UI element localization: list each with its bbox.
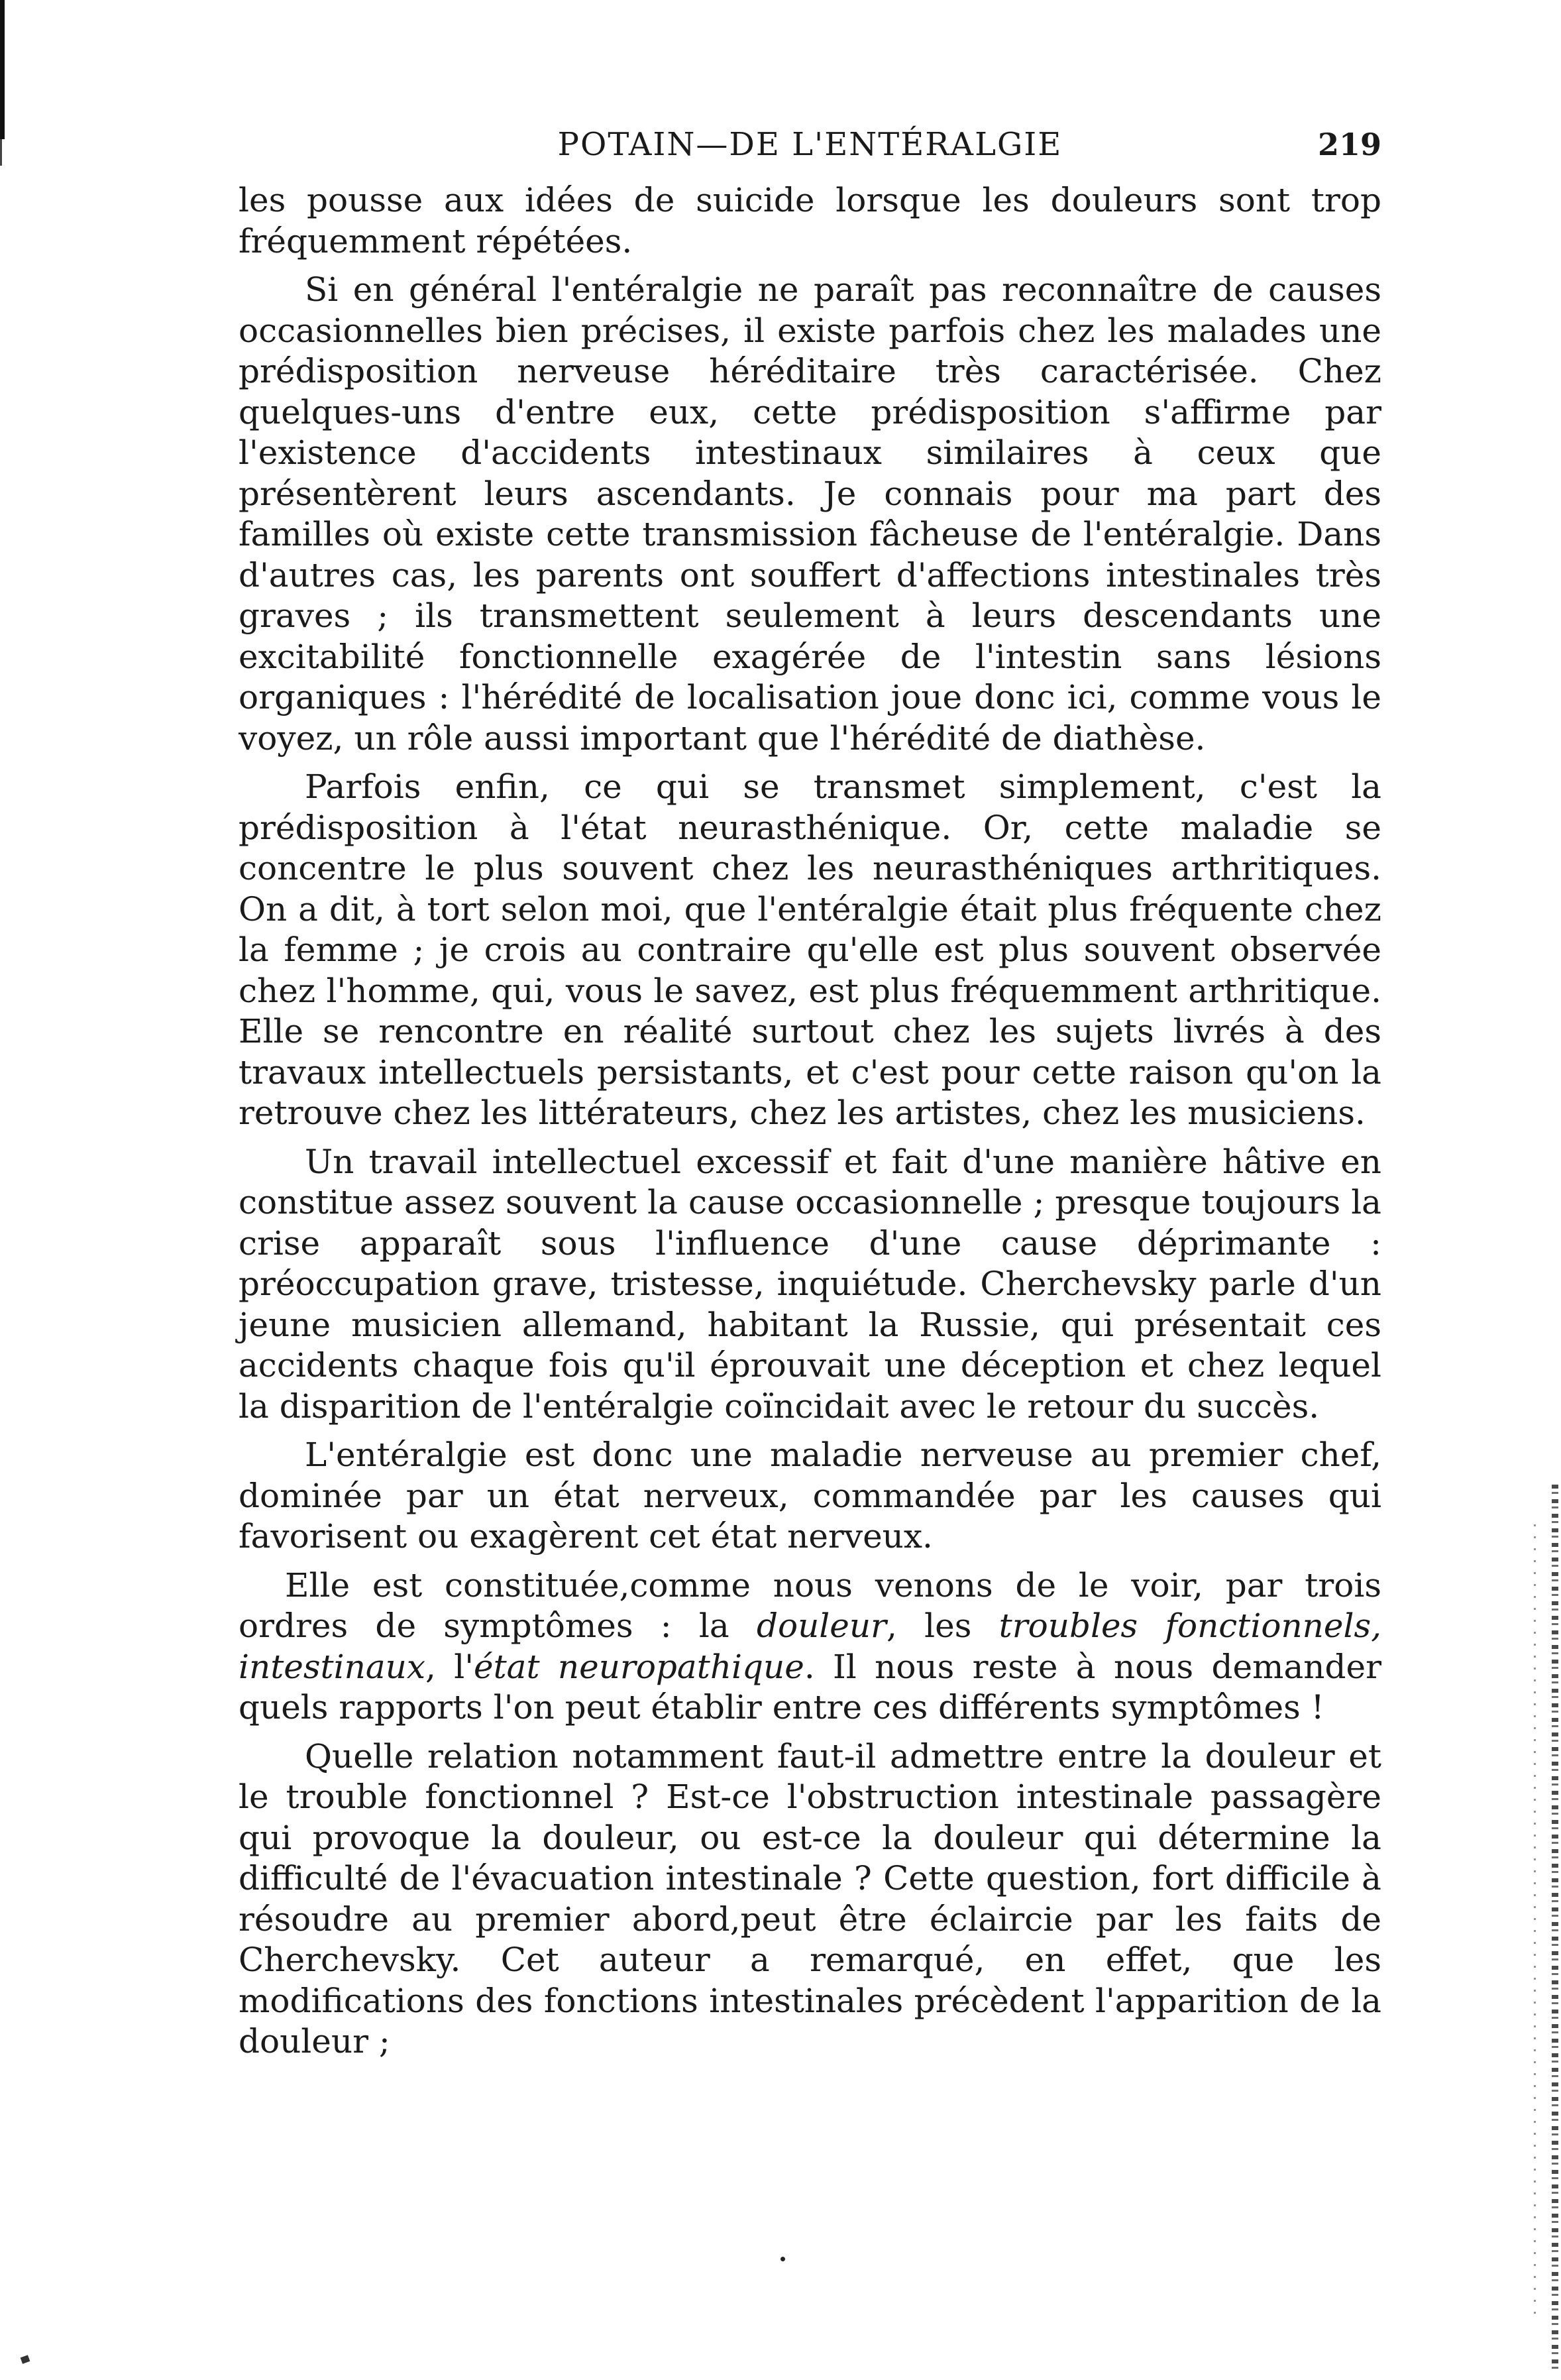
corner-speck [21,2355,30,2364]
body-text [239,180,1381,2070]
paragraph-nervous-disease: L'entéralgie est donc une maladie nerveuse au premier chef, dominée par un état nerveux, commandée par les causes qui favorisent ou exagèrent cet état nerveux. [239,1436,1381,1556]
print-speck [780,2257,785,2261]
paragraph-continuation: les pousse aux idées de suicide lorsque les douleurs sont trop fréquemment répétées. [239,181,1381,260]
binding-edge-shadow-lower [0,139,2,166]
page-edge-artifact [1552,1485,1558,2373]
running-head [239,125,1381,164]
text-run: , les [886,1607,999,1645]
binding-edge-shadow [0,0,5,139]
paragraph-heredity: Si en général l'entéralgie ne paraît pas reconnaître de causes occasionnelles bien précises, il existe parfois chez les malades une prédisposition nerveuse héréditaire très caractérisée. Chez quelques-uns d'entre eux, cette prédisposition s'affirme par l'existence d'accidents intestinaux similaires à ceux que présentèrent leurs ascendants. Je connais pour ma part des familles où existe cette transmission fâcheuse de l'entéralgie. Dans d'autres cas, les parents ont souffert d'affections intestinales très graves ; ils transmettent seulement à leurs descendants une excitabilité fonctionnelle exagérée de l'intestin sans lésions organiques : l'hérédité de localisation joue donc ici, comme vous le voyez, un rôle aussi important que l'hérédité de diathèse. [239,270,1381,758]
running-title: POTAIN—DE L'ENTÉRALGIE [557,126,1063,163]
italic-term-etat: état neuropathique [474,1647,804,1686]
italic-term-troubles: troubles fonctionnels, intestinaux [239,1607,1381,1686]
text-run: , l' [425,1647,474,1686]
paragraph-neurasthenia: Parfois enfin, ce qui se transmet simplement, c'est la prédisposition à l'état neurasthénique. Or, cette maladie se concentre le plus souvent chez les neurasthéniques arthritiques. On a dit, à tort selon moi, que l'entéralgie était plus fréquente chez la femme ; je crois au contraire qu'elle est plus souvent observée chez l'homme, qui, vous le savez, est plus fréquemment arthritique. Elle se rencontre en réalité surtout chez les sujets livrés à des travaux intellectuels persistants, et c'est pour cette raison qu'on la retrouve chez les littérateurs, chez les artistes, chez les musiciens. [239,767,1381,1132]
paragraph-intellectual-work: Un travail intellectuel excessif et fait d'une manière hâtive en constitue assez souvent la cause occasionnelle ; presque toujours la crise apparaît sous l'influence d'une cause déprimante : préoccupation grave, tristesse, inquiétude. Cherchevsky parle d'un jeune musicien allemand, habitant la Russie, qui présentait ces accidents chaque fois qu'il éprouvait une déception et chez lequel la disparition de l'entéralgie coïncidait avec le retour du succès. [239,1142,1381,1426]
paragraph-relation: Quelle relation notamment faut-il admettre entre la douleur et le trouble fonctionnel ? Est-ce l'obstruction intestinale passagère qui provoque la douleur, ou est-ce la douleur qui détermine la difficulté de l'évacuation intestinale ? Cette question, fort difficile à résoudre au premier abord,peut être éclaircie par les faits de Cherchevsky. Cet auteur a remarqué, en effet, que les modifications des fonctions intestinales précèdent l'apparition de la douleur ; [239,1736,1381,2061]
text-run: . Il nous reste à nous demander quels rapports l'on peut établir entre ces différents symptômes ! [239,1647,1381,1727]
italic-term-douleur: douleur [756,1607,887,1645]
text-run: Elle est constituée,comme nous venons de le voir, par trois ordres de symptômes : la [239,1565,1381,1645]
page-edge-artifact-faint [1534,1524,1536,2320]
paragraph-symptoms [239,1565,1381,1728]
page-number: 219 [1317,127,1381,162]
